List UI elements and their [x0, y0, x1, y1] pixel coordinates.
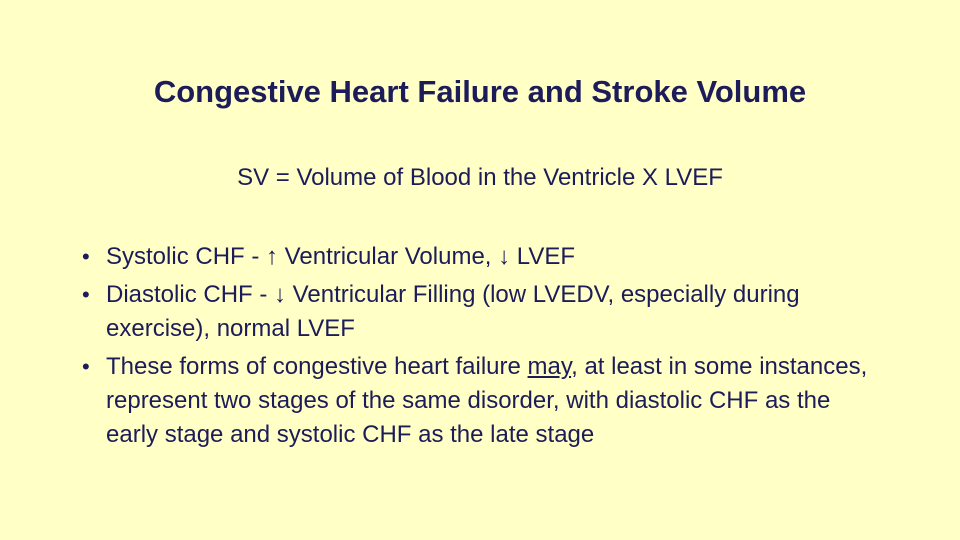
- emphasis-may: may: [527, 353, 572, 380]
- slide-title: Congestive Heart Failure and Stroke Volume: [153, 74, 807, 109]
- bullet-systolic-chf: [78, 240, 878, 274]
- bullet-text-suffix: , at least in some instances, represent two stages of the same disorder, with diastolic CHF as the early stage and systolic CHF as the late stage: [106, 353, 868, 448]
- bullet-dot-icon: •: [82, 354, 90, 379]
- bullet-list: [78, 240, 878, 456]
- arrow-up-icon: ↑: [266, 243, 279, 270]
- bullet-text-prefix: Systolic CHF -: [106, 243, 267, 270]
- arrow-down-icon: ↓: [498, 243, 511, 270]
- bullet-text-prefix: Diastolic CHF -: [106, 281, 275, 308]
- bullet-text-suffix: Ventricular Filling (low LVEDV, especially during exercise), normal LVEF: [106, 281, 800, 342]
- stroke-volume-formula: SV = Volume of Blood in the Ventricle X LVEF: [237, 164, 723, 191]
- bullet-dot-icon: •: [82, 244, 90, 269]
- bullet-dot-icon: •: [82, 282, 90, 307]
- bullet-text-suffix: LVEF: [510, 243, 576, 270]
- bullet-diastolic-chf: [78, 278, 878, 346]
- bullet-text-prefix: These forms of congestive heart failure: [106, 353, 528, 380]
- arrow-down-icon: ↓: [274, 281, 287, 308]
- bullet-text-middle: Ventricular Volume,: [278, 243, 499, 270]
- bullet-forms-of-chf: [78, 350, 878, 452]
